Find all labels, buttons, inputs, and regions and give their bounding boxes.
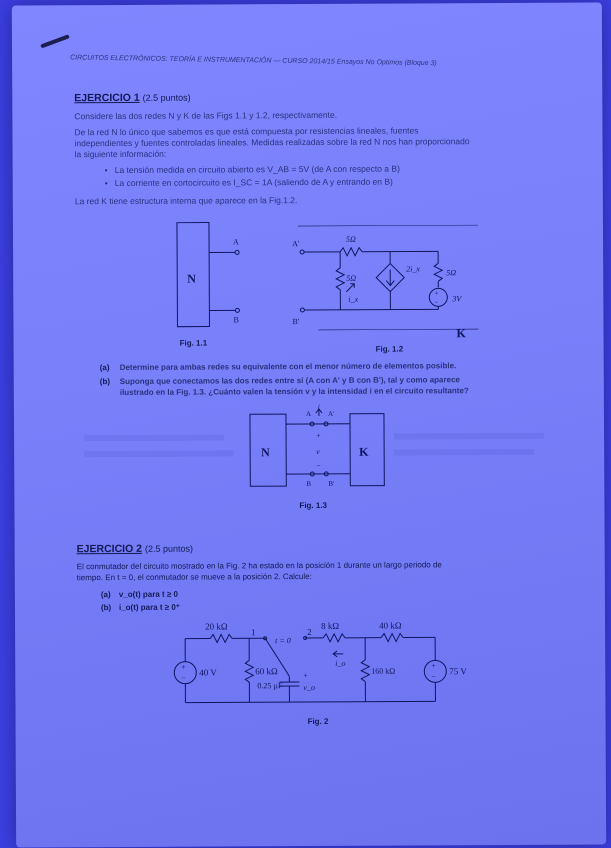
- source-3v-label: 3V: [452, 294, 462, 304]
- fig13-node-b: B: [306, 479, 312, 489]
- ex2-question-b: i_o(t) para t ≥ 0⁺: [118, 602, 181, 612]
- ex2-paragraph-line-1: El conmutador del circuito mostrado en la Fig. 2 ha estado en la posición 1 durante un largo periodo de: [76, 560, 442, 572]
- capacitor-vo-label: v_o: [303, 682, 315, 693]
- source-40v-plus: +: [181, 662, 186, 672]
- bleed-through-line: [84, 450, 234, 457]
- switch-position-2: 2: [307, 626, 312, 638]
- source-3v-minus: −: [434, 298, 439, 307]
- source-40v-minus: −: [181, 673, 186, 683]
- resistor-top-label: 5Ω: [346, 234, 356, 244]
- pen-mark: [40, 34, 70, 48]
- ex1-question-b-line-1: Suponga que conectamos las dos redes entre sí (A con A' y B con B'), tal y como aparece: [119, 375, 460, 386]
- ex1-paragraph-line-1: De la red N lo único que sabemos es que está compuesta por resistencias lineales, fuentes: [74, 125, 419, 138]
- fig13-current-i: i: [317, 402, 320, 411]
- fig13-node-a: A: [305, 409, 312, 419]
- figure-1-2: [288, 225, 479, 341]
- resistor-60k-label: 60 kΩ: [255, 666, 278, 677]
- bleed-through-line: [84, 434, 224, 441]
- ex1-paragraph-line-2: independientes y fuentes controladas lineales. Medidas realizadas sobre la red N nos han proporcionado: [74, 136, 470, 149]
- source-75v-label: 75 V: [449, 666, 467, 677]
- figure-1-1: [163, 214, 264, 335]
- resistor-160k-label: 160 kΩ: [371, 666, 396, 676]
- fig13-net-k: K: [359, 444, 369, 459]
- ex2-question-a: v_o(t) para t ≥ 0: [118, 589, 178, 599]
- resistor-20k-label: 20 kΩ: [205, 621, 228, 632]
- fig-1-2-caption: Fig. 1.2: [375, 344, 404, 354]
- resistor-right-label: 5Ω: [446, 268, 457, 278]
- ex1-question-a-label: (a): [99, 363, 110, 373]
- node-b-label: B: [233, 315, 239, 325]
- node-b-prime-label: B': [292, 317, 300, 327]
- figure-1-3: [234, 404, 405, 505]
- bleed-through-line: [394, 449, 534, 456]
- net-k-label: K: [456, 326, 466, 341]
- resistor-left-label: 5Ω: [346, 273, 357, 283]
- source-3v-plus: +: [434, 289, 439, 298]
- ex2-heading: EJERCICIO 2 (2.5 puntos): [76, 542, 193, 556]
- source-75v-plus: +: [431, 661, 436, 671]
- fig-1-1-caption: Fig. 1.1: [179, 338, 208, 348]
- node-a-label: A: [233, 237, 239, 247]
- net-n-label: N: [187, 271, 196, 286]
- figure-2: [165, 615, 467, 717]
- ex1-intro: Considere las dos redes N y K de las Figs 1.1 y 1.2, respectivamente.: [74, 109, 338, 122]
- exam-sheet: [12, 2, 606, 847]
- ex1-question-b-label: (b): [99, 377, 111, 387]
- resistor-8k-label: 8 kΩ: [321, 620, 340, 631]
- ex2-question-a-label: (a): [100, 590, 111, 600]
- source-75v-minus: −: [431, 672, 436, 682]
- ex1-paragraph-line-3: la siguiente información:: [74, 148, 167, 160]
- fig13-plus: +: [316, 430, 321, 440]
- ex1-bullet-1: • La tensión medida en circuito abierto es V_AB = 5V (de A con respecto a B): [104, 163, 400, 176]
- fig13-node-b-prime: B': [328, 479, 335, 488]
- bleed-through-line: [394, 433, 544, 440]
- ex1-question-a: Determine para ambas redes su equivalente con el menor número de elementos posible.: [119, 361, 457, 372]
- switch-position-1: 1: [251, 627, 256, 638]
- current-ix-label: i_x: [348, 294, 359, 304]
- ex1-question-b-line-2: ilustrado en la Fig. 1.3. ¿Cuánto valen la tensión v y la intensidad i en el circuito resultante?: [119, 386, 469, 397]
- page-header: CIRCUITOS ELECTRÓNICOS: TEORÍA E INSTRUMENTACIÓN — CURSO 2014/15 Ensayos No Optimos (Bloque 3): [70, 54, 437, 68]
- ex1-heading: EJERCICIO 1 (2.5 puntos): [74, 91, 191, 105]
- fig13-node-a-prime: A': [327, 409, 335, 418]
- ex2-question-b-label: (b): [100, 603, 112, 613]
- capacitor-label: 0.25 µF: [257, 681, 283, 691]
- fig-2-caption: Fig. 2: [307, 716, 329, 727]
- fig13-voltage-v: v: [316, 446, 320, 456]
- node-a-prime-label: A': [292, 239, 300, 249]
- ex1-paragraph-line-4: La red K tiene estructura interna que aparece en la Fig.1.2.: [74, 195, 298, 207]
- source-40v-label: 40 V: [199, 667, 217, 678]
- ex1-bullet-2: • La corriente en cortocircuito es I_SC = 1A (saliendo de A y entrando en B): [104, 176, 393, 189]
- resistor-40k-label: 40 kΩ: [379, 620, 402, 631]
- capacitor-plus: +: [303, 671, 308, 681]
- fig13-net-n: N: [261, 445, 270, 460]
- ex2-paragraph-line-2: tiempo. En t = 0, el conmutador se mueve a la posición 2. Calcule:: [76, 571, 312, 583]
- fig13-minus: −: [316, 460, 321, 470]
- switch-time-label: t = 0: [275, 636, 291, 646]
- current-io-label: i_o: [335, 658, 346, 668]
- fig-1-3-caption: Fig. 1.3: [299, 500, 328, 511]
- dependent-source-label: 2i_x: [406, 264, 420, 274]
